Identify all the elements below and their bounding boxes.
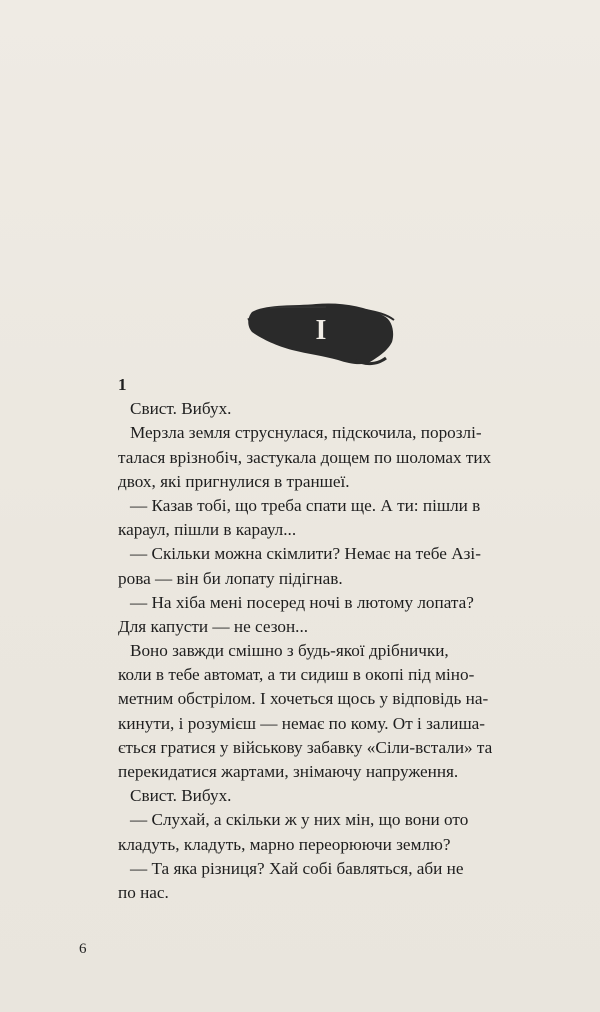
chapter-numeral: I xyxy=(315,315,327,346)
text-line: Для капусти — не сезон... xyxy=(118,616,309,636)
text-line: Свист. Вибух. xyxy=(130,399,232,419)
page-number: 6 xyxy=(79,941,87,957)
text-line: караул, пішли в караул... xyxy=(118,520,297,540)
chapter-heading xyxy=(246,298,396,368)
text-line: перекидатися жартами, знімаючу напруження. xyxy=(118,762,459,781)
text-line: коли в тебе автомат, а ти сидиш в окопі під міно- xyxy=(118,665,475,685)
text-line: Мерзла земля струснулася, підскочила, порозлі- xyxy=(130,423,482,443)
text-line: Свист. Вибух. xyxy=(130,786,232,806)
text-line: — Та яка різниця? Хай собі бавляться, аби не xyxy=(130,858,464,878)
text-line: метним обстрілом. І хочеться щось у відповідь на- xyxy=(118,689,489,709)
text-line: рова — він би лопату підігнав. xyxy=(118,568,343,588)
text-line: двох, які пригнулися в траншеї. xyxy=(118,471,350,491)
text-line: — Скільки можна скімлити? Немає на тебе Азі- xyxy=(130,544,481,564)
text-line: — Слухай, а скільки ж у них мін, що вони ото xyxy=(130,810,469,830)
text-line: талася врізнобіч, застукала дощем по шоломах тих xyxy=(118,447,492,467)
text-line: кинути, і розумієш — немає по кому. От і залиша- xyxy=(118,713,486,733)
body-text xyxy=(118,373,494,905)
text-line: по нас. xyxy=(118,882,169,902)
text-line: ється гратися у військову забавку «Сіли-встали» та xyxy=(118,737,493,757)
text-line: Воно завжди смішно з будь-якої дрібнички, xyxy=(130,641,449,661)
section-number: 1 xyxy=(118,375,127,394)
text-line: — Казав тобі, що треба спати ще. А ти: пішли в xyxy=(130,495,481,515)
paragraph-lines xyxy=(118,397,494,905)
text-line: кладуть, кладуть, марно переорюючи землю? xyxy=(118,834,451,854)
text-line: — На хіба мені посеред ночі в лютому лопата? xyxy=(130,592,474,612)
